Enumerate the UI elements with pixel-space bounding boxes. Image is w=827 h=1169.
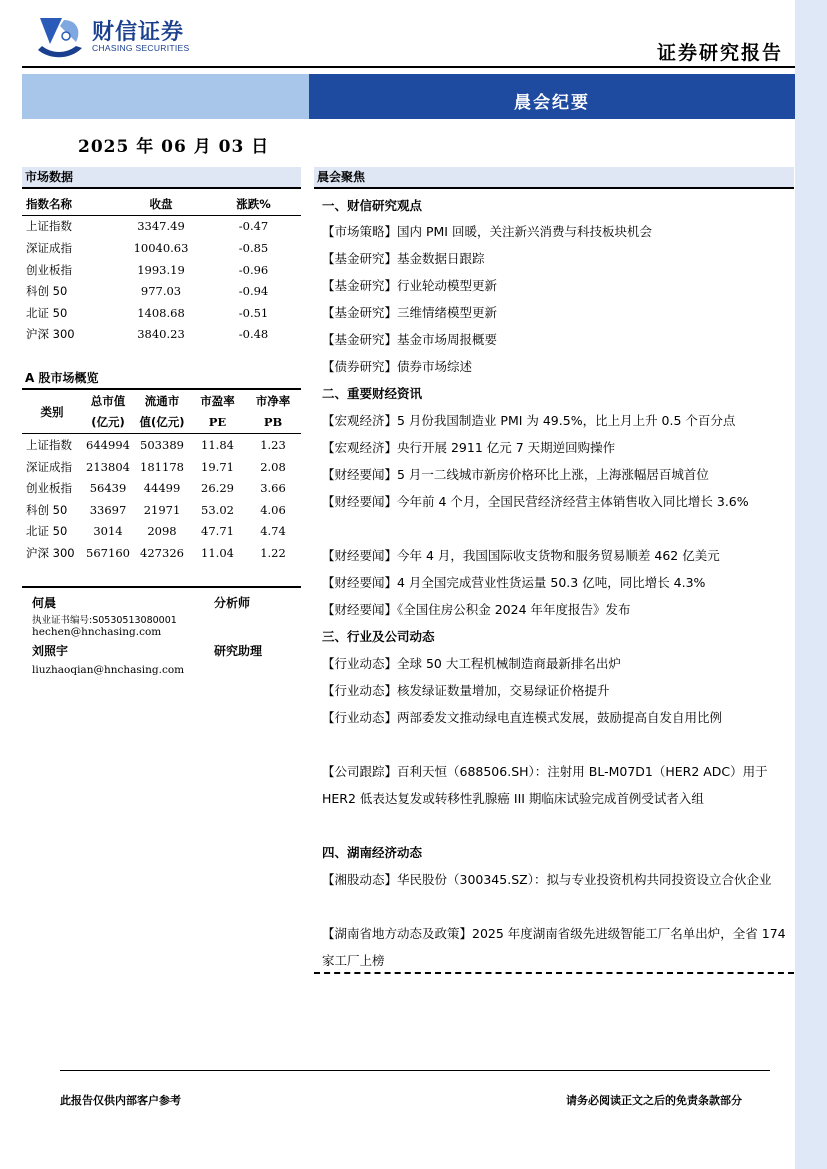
- table-row: 深证成指 10040.63 -0.85: [26, 240, 269, 255]
- market-data-top-rule: [22, 187, 301, 189]
- header-divider: [22, 66, 795, 68]
- focus-item: 【基金研究】行业轮动模型更新: [322, 278, 498, 293]
- footer-left-note: 此报告仅供内部客户参考: [60, 1094, 181, 1107]
- analyst-role-2: 研究助理: [214, 644, 263, 658]
- table-row: 北证 50 1408.68 -0.51: [26, 305, 269, 320]
- table-row: 沪深 300 3840.23 -0.48: [26, 327, 269, 342]
- table-row: 上证指数 644994 503389 11.84 1.23: [26, 437, 286, 452]
- analyst-email-1[interactable]: hechen@hnchasing.com: [32, 626, 162, 638]
- banner-left-block: [22, 74, 309, 119]
- page-side-stripe: [795, 0, 827, 1169]
- table-row: 北证 50 3014 2098 47.71 4.74: [26, 524, 286, 539]
- col-change: 涨跌%: [236, 196, 271, 211]
- focus-item: 【财经要闻】今年 4 月，我国国际收支货物和服务贸易顺差 462 亿美元: [322, 548, 720, 563]
- focus-item: 【财经要闻】今年前 4 个月，全国民营经济经营主体销售收入同比增长 3.6%: [322, 494, 749, 509]
- focus-item: 【公司跟踪】百利天恒（688506.SH）：注射用 BL-M07D1（HER2 ADC）用于 HER2 低表达复发或转移性乳腺癌 III 期临床试验完成首例受试者入组: [322, 764, 768, 806]
- report-type: 证券研究报告: [656, 42, 783, 64]
- focus-item: 【行业动态】全球 50 大工程机械制造商最新排名出炉: [322, 656, 621, 671]
- focus-item: 【行业动态】核发绿证数量增加，交易绿证价格提升: [322, 683, 610, 698]
- brand-name-cn: 财信证券: [92, 20, 185, 45]
- analyst-top-rule: [22, 586, 301, 588]
- a-share-header-row-2: (亿元) 值(亿元) PE PB: [91, 415, 283, 430]
- focus-item: 【湖南省地方动态及政策】2025 年度湖南省级先进级智能工厂名单出炉，全省 174 家工厂上榜: [322, 926, 786, 968]
- focus-item: 【财经要闻】4 月全国完成营业性货运量 50.3 亿吨，同比增长 4.3%: [322, 575, 706, 590]
- market-data-header-row: [22, 193, 301, 215]
- table-row: 创业板指 56439 44499 26.29 3.66: [26, 481, 286, 496]
- market-data-section: [22, 167, 301, 345]
- table-row: 上证指数 3347.49 -0.47: [26, 219, 269, 234]
- focus-heading-1: 一、财信研究观点: [322, 198, 423, 213]
- focus-item: 【基金研究】基金市场周报概要: [322, 332, 498, 347]
- brand-name-en: CHASING SECURITIES: [92, 43, 190, 53]
- report-date: 2025 年 06 月 03 日: [78, 137, 270, 157]
- a-share-title: A 股市场概览: [25, 371, 99, 385]
- analyst-name-2: 刘照宇: [32, 644, 69, 658]
- chasing-logo-icon: [36, 14, 84, 60]
- analyst-block: [32, 594, 292, 680]
- analyst-name-1: 何晨: [32, 596, 57, 610]
- focus-top-rule: [314, 187, 794, 189]
- focus-heading-2: 二、重要财经资讯: [322, 386, 423, 401]
- a-share-section: [22, 368, 301, 564]
- a-share-table: [22, 390, 301, 564]
- focus-item: 【宏观经济】央行开展 2911 亿元 7 天期逆回购操作: [322, 440, 616, 455]
- focus-item: 【债券研究】债券市场综述: [322, 359, 473, 374]
- table-row: 深证成指 213804 181178 19.71 2.08: [26, 459, 286, 474]
- col-total-cap: 总市值: [90, 393, 126, 408]
- analyst-email-2[interactable]: liuzhaoqian@hnchasing.com: [32, 664, 185, 676]
- focus-bottom-dashed-rule: [314, 972, 794, 974]
- table-row: 科创 50 977.03 -0.94: [26, 284, 269, 299]
- focus-item: 【财经要闻】《全国住房公积金 2024 年年度报告》发布: [322, 602, 631, 617]
- focus-item: 【基金研究】基金数据日跟踪: [322, 251, 485, 266]
- focus-item: 【湘股动态】华民股份（300345.SZ）：拟与专业投资机构共同投资设立合伙企业: [322, 872, 772, 887]
- focus-title: 晨会聚焦: [314, 167, 794, 187]
- footer-disclaimer-note: 请务必阅读正文之后的免责条款部分: [566, 1094, 742, 1107]
- focus-item: 【宏观经济】5 月份我国制造业 PMI 为 49.5%，比上月上升 0.5 个百分点: [322, 413, 736, 428]
- col-float-cap: 流通市: [144, 393, 180, 408]
- col-pb: 市净率: [255, 393, 291, 408]
- focus-item: 【基金研究】三维情绪模型更新: [322, 305, 498, 320]
- footer-divider: [60, 1070, 770, 1071]
- a-share-header-row: [22, 390, 301, 412]
- col-category: 类别: [40, 404, 64, 419]
- market-data-title: 市场数据: [22, 167, 301, 187]
- table-row: 创业板指 1993.19 -0.96: [26, 262, 269, 277]
- analyst-role-1: 分析师: [214, 596, 251, 610]
- market-data-table: [22, 193, 301, 345]
- col-index-name: 指数名称: [26, 196, 72, 211]
- col-pe: 市盈率: [200, 393, 235, 408]
- focus-item: 【行业动态】两部委发文推动绿电直连模式发展，鼓励提高自发自用比例: [322, 710, 723, 725]
- focus-heading-3: 三、行业及公司动态: [322, 629, 435, 644]
- table-row: 沪深 300 567160 427326 11.04 1.22: [26, 545, 286, 560]
- focus-item: 【市场策略】国内 PMI 回暖，关注新兴消费与科技板块机会: [322, 224, 652, 239]
- focus-item: 【财经要闻】5 月一二线城市新房价格环比上涨，上海涨幅居百城首位: [322, 467, 709, 482]
- table-row: 科创 50 33697 21971 53.02 4.06: [26, 502, 286, 517]
- col-close: 收盘: [149, 196, 173, 211]
- banner-title: 晨会纪要: [514, 93, 590, 113]
- focus-heading-4: 四、湖南经济动态: [322, 845, 423, 860]
- analyst-cert-1: 执业证书编号:S0530513080001: [32, 615, 177, 626]
